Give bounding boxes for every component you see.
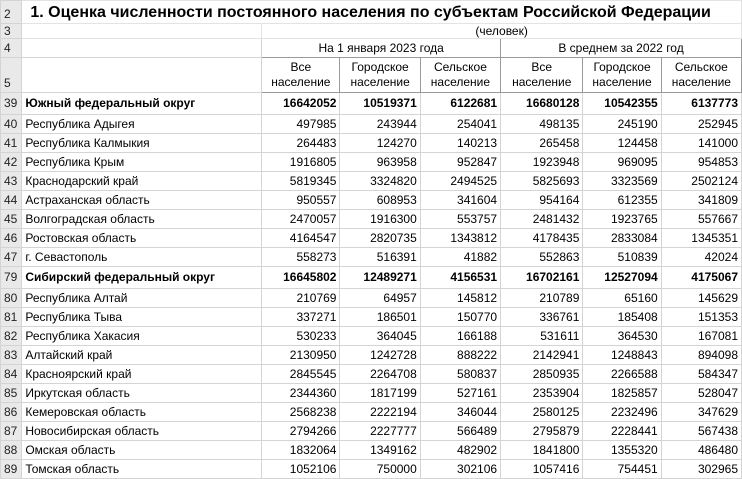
sheet-title[interactable]: 1. Оценка численности постоянного населения по субъектам Российской Федерации (22, 1, 742, 24)
value-cell[interactable]: 1916300 (340, 210, 420, 229)
value-cell[interactable]: 185408 (583, 308, 661, 327)
value-cell[interactable]: 302965 (661, 460, 741, 479)
region-name-cell[interactable]: г. Севастополь (22, 248, 262, 267)
value-cell[interactable]: 254041 (420, 115, 500, 134)
value-cell[interactable]: 4178435 (501, 229, 583, 248)
row-header[interactable]: 81 (1, 308, 22, 327)
row-header[interactable]: 87 (1, 422, 22, 441)
value-cell[interactable]: 1923765 (583, 210, 661, 229)
row-header[interactable]: 42 (1, 153, 22, 172)
table-row (1, 134, 742, 153)
table-row (1, 93, 742, 115)
row-header[interactable]: 40 (1, 115, 22, 134)
value-cell[interactable]: 482902 (420, 441, 500, 460)
value-cell[interactable]: 528047 (661, 384, 741, 403)
value-cell[interactable]: 527161 (420, 384, 500, 403)
value-cell[interactable]: 2845545 (262, 365, 340, 384)
value-cell[interactable]: 150770 (420, 308, 500, 327)
region-name-cell[interactable]: Томская область (22, 460, 262, 479)
table-row (1, 422, 742, 441)
value-cell[interactable]: 754451 (583, 460, 661, 479)
header-empty-cell[interactable] (22, 58, 262, 93)
header-col-urban[interactable]: Городское население (583, 58, 661, 93)
value-cell[interactable]: 750000 (340, 460, 420, 479)
region-name-cell[interactable]: Сибирский федеральный округ (22, 267, 262, 289)
value-cell[interactable]: 4175067 (661, 267, 741, 289)
value-cell[interactable]: 1832064 (262, 441, 340, 460)
value-cell[interactable]: 584347 (661, 365, 741, 384)
value-cell[interactable]: 2833084 (583, 229, 661, 248)
value-cell[interactable]: 4156531 (420, 267, 500, 289)
value-cell[interactable]: 608953 (340, 191, 420, 210)
value-cell[interactable]: 580837 (420, 365, 500, 384)
value-cell[interactable]: 65160 (583, 289, 661, 308)
table-row (1, 115, 742, 134)
value-cell[interactable]: 1248843 (583, 346, 661, 365)
table-row (1, 210, 742, 229)
value-cell[interactable]: 2222194 (340, 403, 420, 422)
value-cell[interactable]: 364045 (340, 327, 420, 346)
value-cell[interactable]: 341809 (661, 191, 741, 210)
value-cell[interactable]: 10542355 (583, 93, 661, 115)
value-cell[interactable]: 894098 (661, 346, 741, 365)
table-row (1, 441, 742, 460)
region-name-cell[interactable]: Омская область (22, 441, 262, 460)
value-cell[interactable]: 145629 (661, 289, 741, 308)
value-cell[interactable]: 3323569 (583, 172, 661, 191)
region-name-cell[interactable]: Республика Алтай (22, 289, 262, 308)
row-header[interactable]: 44 (1, 191, 22, 210)
value-cell[interactable]: 1923948 (501, 153, 583, 172)
value-cell[interactable]: 16702161 (501, 267, 583, 289)
value-cell[interactable]: 2481432 (501, 210, 583, 229)
region-name-cell[interactable]: Волгоградская область (22, 210, 262, 229)
table-row (1, 403, 742, 422)
region-name-cell[interactable]: Южный федеральный округ (22, 93, 262, 115)
value-cell[interactable]: 498135 (501, 115, 583, 134)
value-cell[interactable]: 510839 (583, 248, 661, 267)
table-row (1, 346, 742, 365)
region-name-cell[interactable]: Республика Тыва (22, 308, 262, 327)
value-cell[interactable]: 530233 (262, 327, 340, 346)
row-header[interactable]: 3 (1, 24, 22, 39)
row-header[interactable]: 47 (1, 248, 22, 267)
value-cell[interactable]: 557667 (661, 210, 741, 229)
value-cell[interactable]: 2502124 (661, 172, 741, 191)
table-row (1, 365, 742, 384)
value-cell[interactable]: 1343812 (420, 229, 500, 248)
row-header[interactable]: 82 (1, 327, 22, 346)
value-cell[interactable]: 1345351 (661, 229, 741, 248)
value-cell[interactable]: 4164547 (262, 229, 340, 248)
value-cell[interactable]: 245190 (583, 115, 661, 134)
value-cell[interactable]: 552863 (501, 248, 583, 267)
value-cell[interactable]: 3324820 (340, 172, 420, 191)
value-cell[interactable]: 145812 (420, 289, 500, 308)
header-col-total[interactable]: Все население (501, 58, 583, 93)
value-cell[interactable]: 16642052 (262, 93, 340, 115)
value-cell[interactable]: 2580125 (501, 403, 583, 422)
row-header[interactable]: 41 (1, 134, 22, 153)
row-header[interactable]: 5 (1, 58, 22, 93)
value-cell[interactable]: 252945 (661, 115, 741, 134)
value-cell[interactable]: 140213 (420, 134, 500, 153)
value-cell[interactable]: 558273 (262, 248, 340, 267)
value-cell[interactable]: 5825693 (501, 172, 583, 191)
value-cell[interactable]: 124458 (583, 134, 661, 153)
table-row (1, 191, 742, 210)
value-cell[interactable]: 1052106 (262, 460, 340, 479)
value-cell[interactable]: 64957 (340, 289, 420, 308)
value-cell[interactable]: 486480 (661, 441, 741, 460)
region-name-cell[interactable]: Ростовская область (22, 229, 262, 248)
table-row (1, 267, 742, 289)
region-name-cell[interactable]: Красноярский край (22, 365, 262, 384)
value-cell[interactable]: 952847 (420, 153, 500, 172)
row-header[interactable]: 79 (1, 267, 22, 289)
value-cell[interactable]: 12527094 (583, 267, 661, 289)
value-cell[interactable]: 210769 (262, 289, 340, 308)
value-cell[interactable]: 969095 (583, 153, 661, 172)
value-cell[interactable]: 2266588 (583, 365, 661, 384)
value-cell[interactable]: 2232496 (583, 403, 661, 422)
value-cell[interactable]: 516391 (340, 248, 420, 267)
region-name-cell[interactable]: Республика Хакасия (22, 327, 262, 346)
table-row (1, 172, 742, 191)
row-header[interactable]: 45 (1, 210, 22, 229)
value-cell[interactable]: 6137773 (661, 93, 741, 115)
value-cell[interactable]: 1242728 (340, 346, 420, 365)
value-cell[interactable]: 2850935 (501, 365, 583, 384)
table-row (1, 460, 742, 479)
value-cell[interactable]: 336761 (501, 308, 583, 327)
value-cell[interactable]: 141000 (661, 134, 741, 153)
header-empty-cell[interactable] (22, 39, 262, 58)
value-cell[interactable]: 553757 (420, 210, 500, 229)
region-name-cell[interactable]: Иркутская область (22, 384, 262, 403)
region-name-cell[interactable]: Новосибирская область (22, 422, 262, 441)
region-name-cell[interactable]: Республика Калмыкия (22, 134, 262, 153)
value-cell[interactable]: 954164 (501, 191, 583, 210)
row-header[interactable]: 86 (1, 403, 22, 422)
header-col-total[interactable]: Все население (262, 58, 340, 93)
header-group-jan-2023[interactable]: На 1 января 2023 года (262, 39, 501, 58)
row-header[interactable]: 84 (1, 365, 22, 384)
table-row (1, 229, 742, 248)
value-cell[interactable]: 2228441 (583, 422, 661, 441)
unit-label[interactable]: (человек) (262, 24, 742, 39)
region-name-cell[interactable]: Кемеровская область (22, 403, 262, 422)
header-col-rural[interactable]: Сельское население (661, 58, 741, 93)
row-header[interactable]: 39 (1, 93, 22, 115)
table-row (1, 153, 742, 172)
row-header[interactable]: 4 (1, 39, 22, 58)
value-cell[interactable]: 167081 (661, 327, 741, 346)
value-cell[interactable]: 1825857 (583, 384, 661, 403)
value-cell[interactable]: 497985 (262, 115, 340, 134)
row-header[interactable]: 43 (1, 172, 22, 191)
region-name-cell[interactable]: Алтайский край (22, 346, 262, 365)
value-cell[interactable]: 2227777 (340, 422, 420, 441)
table-row (1, 327, 742, 346)
region-name-cell[interactable]: Республика Адыгея (22, 115, 262, 134)
value-cell[interactable]: 264483 (262, 134, 340, 153)
row-header[interactable]: 2 (1, 1, 22, 24)
row-header[interactable]: 88 (1, 441, 22, 460)
value-cell[interactable]: 2820735 (340, 229, 420, 248)
value-cell[interactable]: 41882 (420, 248, 500, 267)
value-cell[interactable]: 347629 (661, 403, 741, 422)
header-col-rural[interactable]: Сельское население (420, 58, 500, 93)
value-cell[interactable]: 1916805 (262, 153, 340, 172)
value-cell[interactable]: 337271 (262, 308, 340, 327)
region-name-cell[interactable]: Республика Крым (22, 153, 262, 172)
header-col-urban[interactable]: Городское население (340, 58, 420, 93)
value-cell[interactable]: 2494525 (420, 172, 500, 191)
value-cell[interactable]: 1817199 (340, 384, 420, 403)
value-cell[interactable]: 341604 (420, 191, 500, 210)
row-header[interactable]: 89 (1, 460, 22, 479)
value-cell[interactable]: 186501 (340, 308, 420, 327)
value-cell[interactable]: 2344360 (262, 384, 340, 403)
value-cell[interactable]: 5819345 (262, 172, 340, 191)
table-row (1, 384, 742, 403)
value-cell[interactable]: 2142941 (501, 346, 583, 365)
value-cell[interactable]: 2130950 (262, 346, 340, 365)
value-cell[interactable]: 2353904 (501, 384, 583, 403)
value-cell[interactable]: 1355320 (583, 441, 661, 460)
value-cell[interactable]: 346044 (420, 403, 500, 422)
value-cell[interactable]: 1349162 (340, 441, 420, 460)
value-cell[interactable]: 1057416 (501, 460, 583, 479)
value-cell[interactable]: 243944 (340, 115, 420, 134)
row-header[interactable]: 46 (1, 229, 22, 248)
value-cell[interactable]: 166188 (420, 327, 500, 346)
value-cell[interactable]: 151353 (661, 308, 741, 327)
value-cell[interactable]: 2568238 (262, 403, 340, 422)
header-group-avg-2022[interactable]: В среднем за 2022 год (501, 39, 742, 58)
value-cell[interactable]: 265458 (501, 134, 583, 153)
value-cell[interactable]: 16680128 (501, 93, 583, 115)
value-cell[interactable]: 2264708 (340, 365, 420, 384)
value-cell[interactable]: 531611 (501, 327, 583, 346)
row-header[interactable]: 83 (1, 346, 22, 365)
row-header[interactable]: 85 (1, 384, 22, 403)
value-cell[interactable]: 612355 (583, 191, 661, 210)
value-cell[interactable]: 2795879 (501, 422, 583, 441)
value-cell[interactable]: 10519371 (340, 93, 420, 115)
table-row (1, 308, 742, 327)
table-row (1, 248, 742, 267)
value-cell[interactable]: 302106 (420, 460, 500, 479)
row-header[interactable]: 80 (1, 289, 22, 308)
table-row (1, 289, 742, 308)
value-cell[interactable]: 210789 (501, 289, 583, 308)
value-cell[interactable]: 963958 (340, 153, 420, 172)
value-cell[interactable]: 12489271 (340, 267, 420, 289)
region-name-cell[interactable]: Астраханская область (22, 191, 262, 210)
value-cell[interactable]: 567438 (661, 422, 741, 441)
value-cell[interactable]: 6122681 (420, 93, 500, 115)
value-cell[interactable]: 16645802 (262, 267, 340, 289)
value-cell[interactable]: 124270 (340, 134, 420, 153)
value-cell[interactable]: 42024 (661, 248, 741, 267)
value-cell[interactable]: 2470057 (262, 210, 340, 229)
value-cell[interactable]: 2794266 (262, 422, 340, 441)
value-cell[interactable]: 888222 (420, 346, 500, 365)
region-name-cell[interactable]: Краснодарский край (22, 172, 262, 191)
value-cell[interactable]: 954853 (661, 153, 741, 172)
value-cell[interactable]: 566489 (420, 422, 500, 441)
value-cell[interactable]: 364530 (583, 327, 661, 346)
value-cell[interactable]: 950557 (262, 191, 340, 210)
value-cell[interactable]: 1841800 (501, 441, 583, 460)
